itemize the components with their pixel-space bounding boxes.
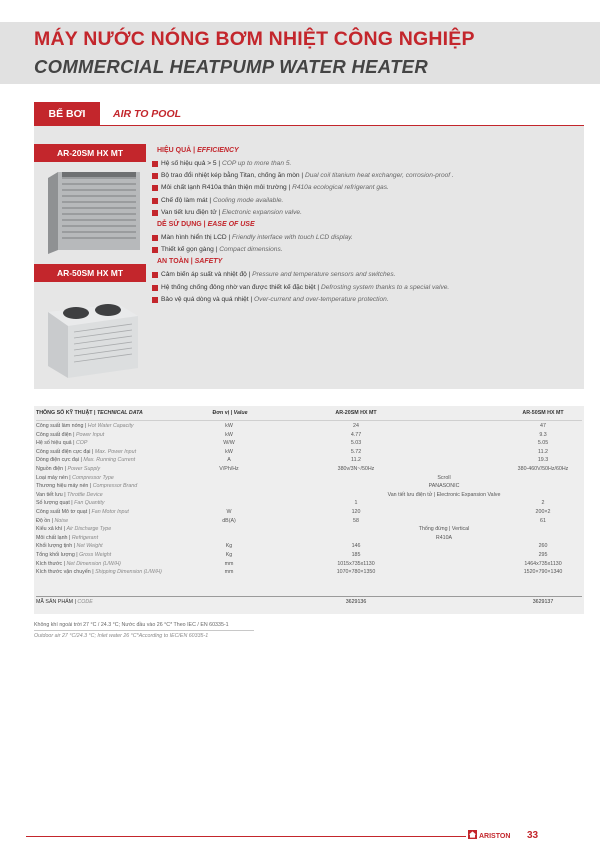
- code-divider: [36, 596, 582, 597]
- spec-value-model-2: 295: [538, 552, 548, 558]
- feature-item: Hệ thống chống đông nhờ van được thiết kế đặc biệt | Defrosting system thanks to a special valve.: [152, 282, 577, 294]
- spec-value-model-2: 47: [540, 423, 546, 429]
- page-number: 33: [527, 830, 539, 841]
- spec-merged-value: Thổng đứng | Vertical: [418, 526, 470, 533]
- spec-value-model-1: 1: [354, 500, 358, 507]
- model-badge-1: AR-20SM HX MT: [34, 144, 146, 162]
- spec-header-divider: [36, 420, 582, 421]
- fan-right: [95, 304, 121, 316]
- feature-item: Màn hình hiển thị LCD | Friendly interface with touch LCD display.: [152, 232, 577, 244]
- header-band: [0, 22, 600, 84]
- spec-row: Loại máy nén | Compressor Type Scroll: [34, 474, 584, 483]
- spec-row: Kiểu xả khí | Air Discharge Type Thổng đứng | Vertical: [34, 525, 584, 534]
- spec-value-model-1: 11.2: [351, 457, 361, 464]
- spec-row: Van tiết lưu | Throttle Device Van tiết lưu điện tử | Electronic Expansion Valve: [34, 491, 584, 500]
- footer-rule: [26, 836, 466, 837]
- tab-pool[interactable]: BỂ BƠI: [34, 102, 100, 126]
- product-code-row: MÃ SẢN PHẨM | CODE 3629136 3629137: [36, 599, 554, 605]
- spec-row: Khối lượng tịnh | Net Weight Kg 146 260: [34, 542, 584, 551]
- unit-front-face: [68, 316, 138, 378]
- spec-value-model-1: 24: [353, 423, 359, 429]
- product-panel: [34, 126, 584, 389]
- spec-unit: W: [226, 509, 232, 515]
- spec-value-model-2: 1464x735x1130: [524, 560, 562, 567]
- spec-row: Công suất điện | Power Input kW 4.77 9.3: [34, 431, 584, 440]
- spec-value-model-2: 1520×790×1340: [523, 569, 563, 576]
- brand-logo: ARISTON: [468, 830, 510, 843]
- ease-heading: DỄ SỬ DỤNG | EASE OF USE: [157, 220, 255, 228]
- efficiency-heading: HIỆU QUẢ | EFFICIENCY: [157, 147, 239, 154]
- spec-row: Công suất làm nóng | Hot Water Capacity kW 24 47: [34, 422, 584, 431]
- unit-side: [48, 172, 58, 254]
- tab-subtitle: AIR TO POOL: [113, 108, 182, 120]
- spec-unit: kW: [225, 448, 233, 455]
- spec-value-model-1: 5.03: [350, 440, 362, 447]
- spec-row: Công suất điện cực đại | Max. Power Input kW 5.72 11.2: [34, 448, 584, 457]
- spec-merged-value: PANASONIC: [428, 483, 460, 490]
- spec-value-model-2: 19.3: [537, 457, 549, 464]
- spec-unit: mm: [224, 569, 234, 576]
- spec-row: Kích thước | Net Dimension (L/W/H) mm 1015x735x1130 1464x735x1130: [34, 560, 584, 569]
- features-list: [152, 146, 577, 306]
- spec-row: Thương hiệu máy nén | Compressor Brand PANASONIC: [34, 482, 584, 491]
- spec-row: Công suất Mô tơ quạt | Fan Motor Input W 120 200×2: [34, 508, 584, 517]
- unit-top: [62, 172, 136, 177]
- spec-value-model-1: 185: [351, 552, 361, 558]
- spec-value-model-1: 146: [351, 543, 361, 550]
- spec-unit: dB(A): [222, 517, 236, 524]
- spec-row: Kích thước vận chuyển | Shipping Dimension (L/W/H) mm 1070×780×1350 1520×790×1340: [34, 568, 584, 577]
- footnotes: [34, 620, 584, 641]
- spec-header-row: THÔNG SỐ KỸ THUẬT | TECHNICAL DATA Đơn vị | Value AR-20SM HX MT AR-50SM HX MT: [36, 410, 564, 416]
- spec-value-model-1: 1070×780×1350: [336, 569, 376, 576]
- spec-value-model-1: 380v/3N~/50Hz: [337, 466, 375, 472]
- spec-unit: kW: [225, 423, 233, 429]
- spec-value-model-1: 58: [353, 517, 359, 524]
- spec-value-model-1: 1015x735x1130: [337, 560, 375, 567]
- spec-row: Môi chất lạnh | Refrigerant R410A: [34, 534, 584, 543]
- category-tabbar: [34, 102, 584, 126]
- feature-item: Thiết kế gọn gàng | Compact dimensions.: [152, 244, 577, 256]
- heatpump-unit-small-image: [44, 166, 144, 256]
- spec-value-model-1: 120: [351, 509, 361, 515]
- spec-unit: kW: [225, 431, 233, 438]
- spec-unit: Kg: [225, 552, 233, 558]
- feature-item: Cảm biến áp suất và nhiệt độ | Pressure and temperature sensors and switches.: [152, 269, 577, 281]
- model-badge-2: AR-50SM HX MT: [34, 264, 146, 282]
- spec-row: Độ ồn | Noise dB(A) 58 61: [34, 517, 584, 526]
- spec-row: Tổng khối lượng | Gross Weight Kg 185 295: [34, 551, 584, 560]
- page-title-en: COMMERCIAL HEATPUMP WATER HEATER: [34, 56, 428, 77]
- spec-row: Dòng điện cực đại | Max. Running Current A 11.2 19.3: [34, 456, 584, 465]
- spec-unit: A: [227, 457, 231, 464]
- spec-value-model-2: 200×2: [535, 509, 551, 515]
- spec-unit: mm: [224, 560, 234, 567]
- spec-merged-value: Van tiết lưu điện tử | Electronic Expansion Valve: [387, 491, 501, 498]
- feature-item: Bộ trao đổi nhiệt kép bằng Titan, chống ăn mòn | Dual coil titanium heat exchanger, corrosion-proof .: [152, 170, 577, 182]
- spec-value-model-2: 2: [541, 500, 545, 507]
- feature-item: Van tiết lưu điện tử | Electronic expansion valve.: [152, 207, 577, 219]
- spec-value-model-2: 61: [540, 517, 546, 524]
- spec-merged-value: Scroll: [437, 474, 451, 481]
- spec-value-model-2: 380-460V/50Hz/60Hz: [517, 466, 569, 472]
- spec-value-model-1: 5.72: [350, 448, 362, 455]
- page-title-vn: MÁY NƯỚC NÓNG BƠM NHIỆT CÔNG NGHIỆP: [34, 28, 475, 50]
- fan-left: [63, 307, 89, 319]
- feature-item: Hệ số hiệu quả > 5 | COP up to more than 5.: [152, 158, 577, 170]
- house-icon: [468, 830, 477, 839]
- spec-row: Nguồn điện | Power Supply V/Ph/Hz 380v/3N~/50Hz 380-460V/50Hz/60Hz: [34, 465, 584, 474]
- spec-value-model-1: 4.77: [350, 431, 362, 438]
- spec-table: [34, 406, 584, 614]
- feature-item: Bảo vệ quá dòng và quá nhiệt | Over-current and over-temperature protection.: [152, 294, 577, 306]
- note-vn: Không khí ngoài trời 27 °C / 24.3 °C; Nước đầu vào 26 °C* Theo IEC / EN 60335-1: [34, 622, 229, 628]
- spec-row: Số lượng quạt | Fan Quantity 1 2: [34, 499, 584, 508]
- spec-unit: Kg: [225, 543, 233, 550]
- spec-row: Hệ số hiệu quả | COP W/W 5.03 5.05: [34, 439, 584, 448]
- feature-item: Chế độ làm mát | Cooling mode available.: [152, 195, 577, 207]
- spec-value-model-2: 11.2: [538, 448, 548, 455]
- safety-heading: AN TOÀN | SAFETY: [157, 258, 223, 266]
- spec-value-model-2: 260: [538, 543, 548, 550]
- feature-item: Môi chất lạnh R410a thân thiện môi trường | R410a ecological refrigerant gas.: [152, 182, 577, 194]
- spec-unit: W/W: [223, 440, 235, 447]
- spec-merged-value: R410A: [435, 534, 453, 541]
- note-en: Outdoor air 27 °C/24.3 °C; Inlet water 26 °C*According to IEC/EN 60335-1: [34, 633, 209, 639]
- spec-unit: V/Ph/Hz: [219, 466, 239, 472]
- spec-value-model-2: 5.05: [537, 440, 549, 447]
- heatpump-unit-large-image: [40, 286, 144, 386]
- spec-value-model-2: 9.3: [539, 431, 547, 438]
